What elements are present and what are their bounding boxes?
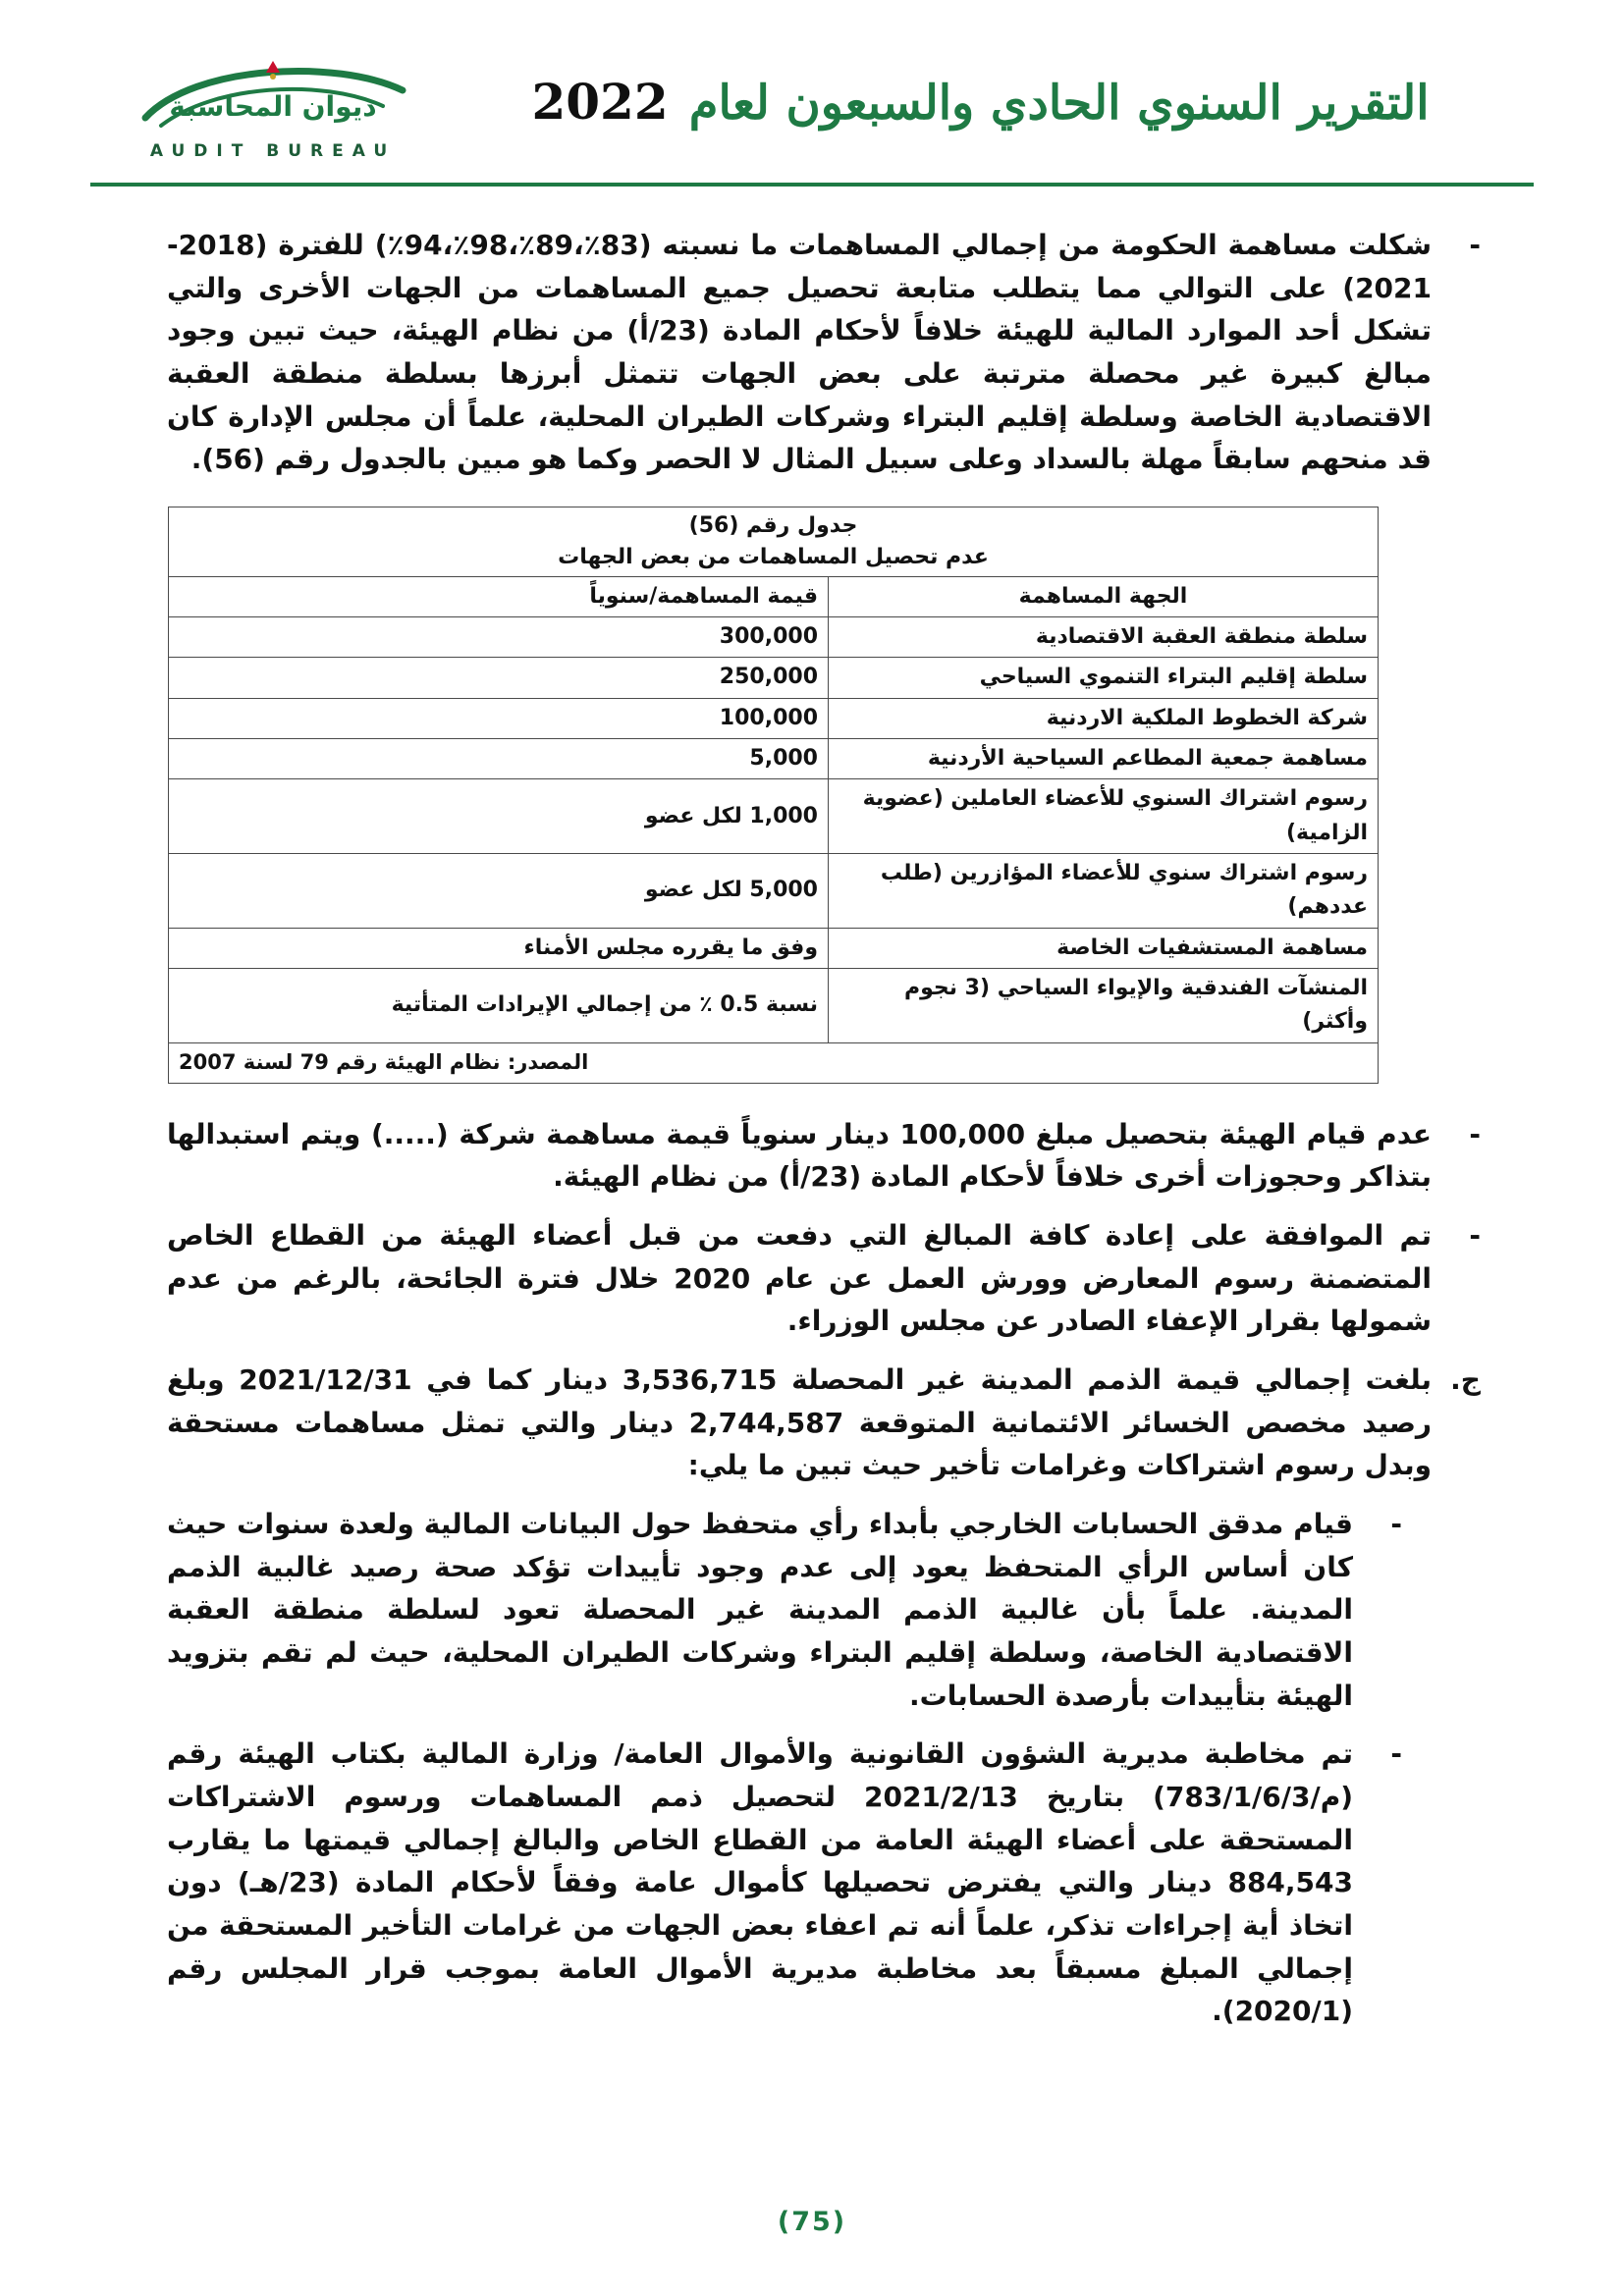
dash-bullet: - bbox=[1390, 1507, 1402, 1540]
table-56 bbox=[168, 507, 1379, 1084]
entity-cell: المنشآت الفندقية والإيواء السياحي (3 نجوم وأكثر) bbox=[829, 968, 1379, 1042]
entity-cell: شركة الخطوط الملكية الاردنية bbox=[829, 698, 1379, 738]
finding-paragraph-2-text: عدم قيام الهيئة بتحصيل مبلغ 100,000 دينار سنوياً قيمة مساهمة شركة (.....) ويتم استبدالها بتذاكر وحجوزات أخرى خلافاً لأحكام المادة (23/أ) من نظام الهيئة. bbox=[167, 1117, 1432, 1194]
dash-bullet: - bbox=[1469, 229, 1481, 261]
table-header-row bbox=[168, 576, 1378, 616]
table-row bbox=[168, 928, 1378, 968]
entity-cell: رسوم اشتراك سنوي للأعضاء المؤازرين (طلب عددهم) bbox=[829, 854, 1379, 929]
table-row bbox=[168, 968, 1378, 1042]
finding-paragraph-3 bbox=[167, 1214, 1481, 1343]
entity-cell: رسوم اشتراك السنوي للأعضاء العاملين (عضوية الزامية) bbox=[829, 779, 1379, 854]
finding-paragraph-2 bbox=[167, 1113, 1481, 1199]
finding-paragraph-1-text: شكلت مساهمة الحكومة من إجمالي المساهمات ما نسبته (83٪،89٪،98٪،94٪) للفترة (2018-2021) على التوالي مما يتطلب متابعة تحصيل جميع المساهمات من الجهات الأخرى والتي تشكل أحد الموارد المالية للهيئة خلافاً لأحكام المادة (23/أ) من نظام الهيئة، حيث تبين وجود مبالغ كبيرة غير محصلة مترتبة على بعض الجهات تتمثل أبرزها بسلطة منطقة العقبة الاقتصادية الخاصة وسلطة إقليم البتراء وشركات الطيران المحلية، علماً أن مجلس الإدارة كان قد منحهم سابقاً مهلة بالسداد وعلى سبيل المثال لا الحصر وكما هو مبين بالجدول رقم (56). bbox=[167, 229, 1433, 476]
header-divider bbox=[90, 183, 1534, 187]
finding-item-j-text: بلغت إجمالي قيمة الذمم المدينة غير المحصلة 3,536,715 دينار كما في 2021/12/31 وبلغ رصيد مخصص الخسائر الائتمانية المتوقعة 2,744,587 دينار والتي تمثل مساهمات مستحقة وبدل رسوم اشتراكات وغرامات تأخير حيث تبين ما يلي: bbox=[167, 1362, 1433, 1482]
table-row bbox=[168, 854, 1378, 929]
value-cell: 1,000 لكل عضو bbox=[168, 779, 828, 854]
dash-bullet: - bbox=[1390, 1737, 1402, 1771]
logo-arabic-text: ديوان المحاسبة bbox=[169, 90, 377, 123]
dash-bullet: - bbox=[1469, 1218, 1481, 1252]
sub-finding-1-text: قيام مدقق الحسابات الخارجي بأبداء رأي متحفظ حول البيانات المالية ولعدة سنوات حيث كان أساس الرأي المتحفظ يعود إلى عدم وجود تأييدات تؤكد صحة رصيد غالبية الذمم المدينة. علماً بأن غالبية الذمم المدينة غير المحصلة تعود لسلطة منطقة العقبة الاقتصادية الخاصة، وسلطة إقليم البتراء وشركات الطيران المحلية، حيث لم تقم بتزويد الهيئة بتأييدات بأرصدة الحسابات. bbox=[167, 1507, 1353, 1712]
finding-paragraph-1 bbox=[167, 224, 1481, 481]
value-cell: 5,000 لكل عضو bbox=[168, 854, 828, 929]
entity-cell: مساهمة المستشفيات الخاصة bbox=[829, 928, 1379, 968]
value-cell: 100,000 bbox=[168, 698, 828, 738]
table-row bbox=[168, 658, 1378, 698]
audit-bureau-logo bbox=[116, 57, 430, 161]
table-row bbox=[168, 779, 1378, 854]
value-cell: نسبة 0.5 ٪ من إجمالي الإيرادات المتأتية bbox=[168, 968, 828, 1042]
report-title bbox=[430, 57, 1531, 131]
entity-cell: سلطة منطقة العقبة الاقتصادية bbox=[829, 617, 1379, 658]
table-caption-line2: عدم تحصيل المساهمات من بعض الجهات bbox=[558, 544, 989, 569]
entity-cell: سلطة إقليم البتراء التنموي السياحي bbox=[829, 658, 1379, 698]
table-caption-line1: جدول رقم (56) bbox=[688, 513, 858, 539]
table-source: المصدر: نظام الهيئة رقم 79 لسنة 2007 bbox=[168, 1042, 1378, 1083]
dash-bullet: - bbox=[1469, 1117, 1481, 1150]
logo-english-text: AUDIT BUREAU bbox=[149, 141, 397, 161]
report-title-text: التقرير السنوي الحادي والسبعون لعام bbox=[688, 76, 1430, 131]
page-footer bbox=[0, 2207, 1624, 2237]
table-row bbox=[168, 739, 1378, 779]
column-header-entity: الجهة المساهمة bbox=[829, 576, 1379, 616]
finding-paragraph-3-text: تم الموافقة على إعادة كافة المبالغ التي دفعت من قبل أعضاء الهيئة من القطاع الخاص المتضمنة رسوم المعارض وورش العمل عن عام 2020 خلال فترة الجائحة، بالرغم من عدم شمولها بقرار الإعفاء الصادر عن مجلس الوزراء. bbox=[167, 1218, 1432, 1338]
report-title-year: 2022 bbox=[531, 73, 669, 131]
table-source-row bbox=[168, 1042, 1378, 1083]
table-row bbox=[168, 698, 1378, 738]
sub-finding-2 bbox=[167, 1733, 1402, 2033]
crown-icon bbox=[266, 61, 280, 73]
letter-bullet-j: ج. bbox=[1450, 1362, 1481, 1396]
audit-bureau-emblem-icon bbox=[126, 57, 420, 139]
value-cell: 250,000 bbox=[168, 658, 828, 698]
table-caption-row bbox=[168, 507, 1378, 577]
sub-finding-2-text: تم مخاطبة مديرية الشؤون القانونية والأموال العامة/ وزارة المالية بكتاب الهيئة رقم (م/783/1/6/3) بتاريخ 2021/2/13 لتحصيل ذمم المساهمات ورسوم الاشتراكات المستحقة على أعضاء الهيئة العامة من القطاع الخاص والبالغ إجمالي قيمتها ما يقارب 884,543 دينار والتي يفترض تحصيلها كأموال عامة وفقاً لأحكام المادة (23/هـ) دون اتخاذ أية إجراءات تذكر، علماً أنه تم اعفاء بعض الجهات من غرامات التأخير المستحقة من إجمالي المبلغ مسبقاً بعد مخاطبة مديرية الأموال العامة بموجب قرار المجلس رقم (2020/1). bbox=[167, 1737, 1354, 2028]
value-cell: وفق ما يقرره مجلس الأمناء bbox=[168, 928, 828, 968]
page-body bbox=[167, 224, 1481, 2033]
sub-finding-1 bbox=[167, 1503, 1402, 1717]
table-row bbox=[168, 617, 1378, 658]
table-caption-cell bbox=[168, 507, 1378, 577]
finding-item-j bbox=[167, 1359, 1481, 1487]
column-header-value: قيمة المساهمة/سنوياً bbox=[168, 576, 828, 616]
page-header bbox=[0, 0, 1624, 179]
page-number: (75) bbox=[777, 2207, 847, 2237]
entity-cell: مساهمة جمعية المطاعم السياحية الأردنية bbox=[829, 739, 1379, 779]
value-cell: 5,000 bbox=[168, 739, 828, 779]
value-cell: 300,000 bbox=[168, 617, 828, 658]
